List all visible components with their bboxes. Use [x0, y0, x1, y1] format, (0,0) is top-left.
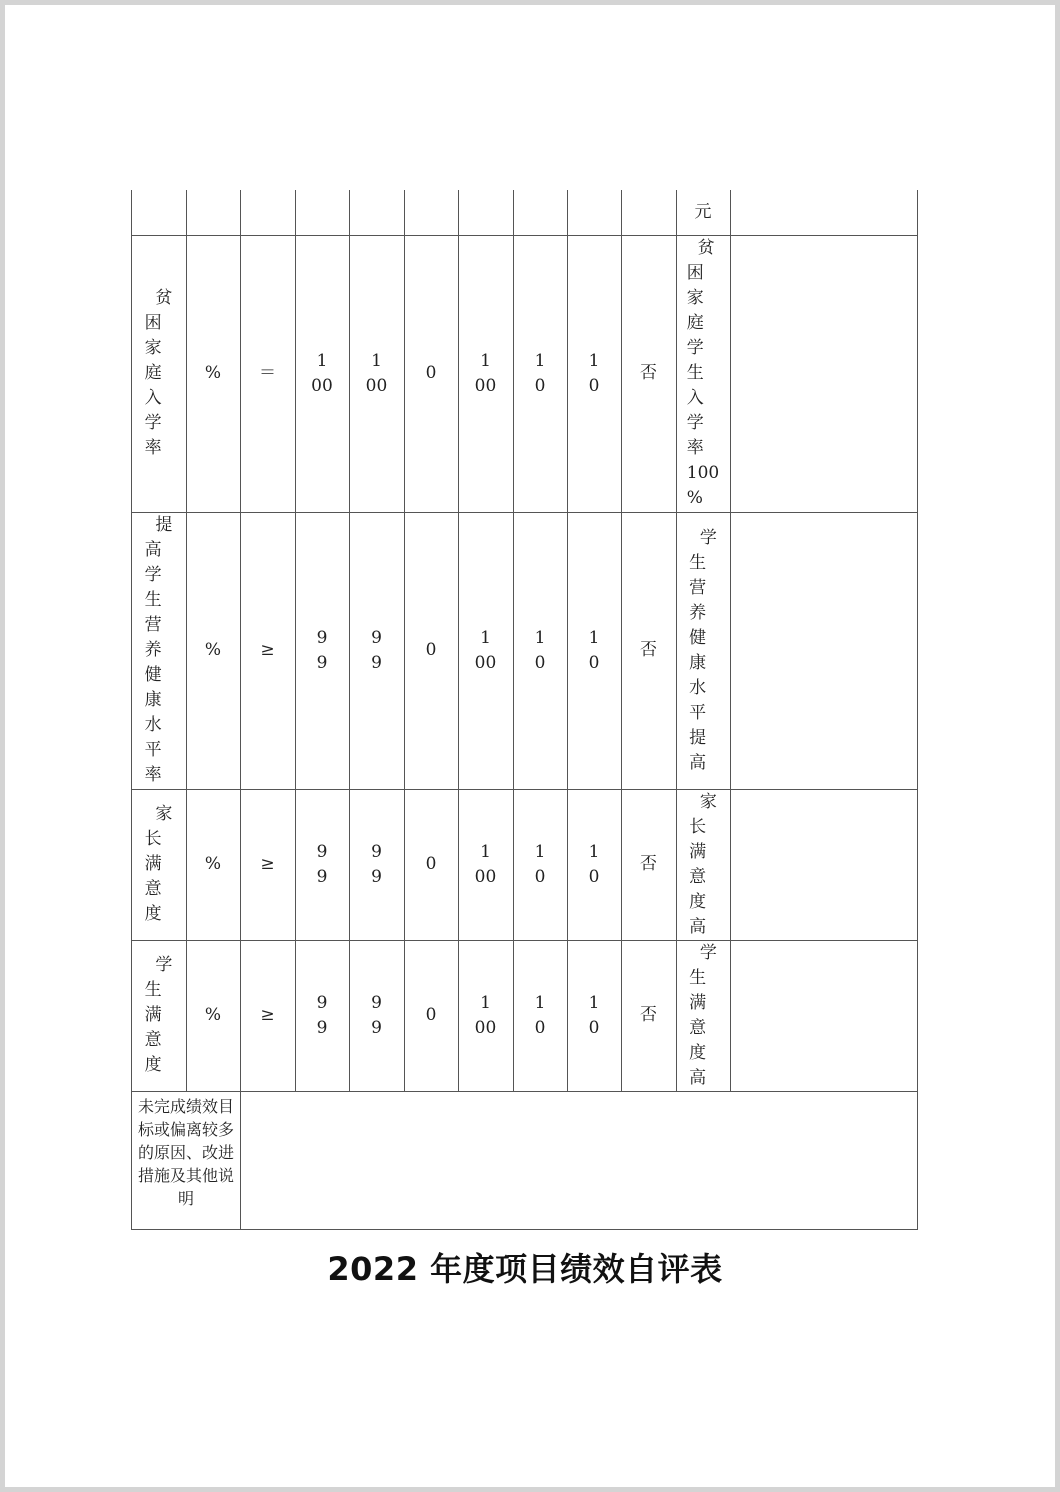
row-0-description: 元 — [694, 202, 712, 222]
row-1-description: 贫 困 家 庭 学 生 入 学 率 100 % — [686, 238, 720, 508]
row-2-weight: 1 0 — [534, 627, 546, 673]
row-2-target: 9 9 — [316, 627, 328, 673]
row-4-score: 1 0 — [588, 992, 600, 1038]
row-1-deviation: 0 — [425, 363, 437, 383]
row-2-completion: 1 00 — [474, 627, 497, 673]
row-3-operator: ≥ — [260, 854, 275, 874]
row-2-description: 学 生 营 养 健 康 水 平 提 高 — [689, 527, 717, 773]
row-3-indicator: 家 长 满 意 度 — [144, 804, 173, 924]
row-4-operator: ≥ — [260, 1005, 275, 1025]
row-3-corrective: 否 — [640, 854, 657, 874]
notes-label: 未完成绩效目标或偏离较多的原因、改进措施及其他说明 — [137, 1097, 234, 1208]
row-2-unit: % — [204, 640, 222, 660]
row-1-completion: 1 00 — [474, 350, 497, 396]
row-2-deviation: 0 — [425, 640, 437, 660]
row-1-corrective: 否 — [640, 363, 657, 383]
row-1-actual: 1 00 — [365, 350, 388, 396]
row-3-description: 家 长 满 意 度 高 — [689, 791, 717, 937]
row-2-indicator: 提 高 学 生 营 养 健 康 水 平 率 — [144, 515, 173, 785]
row-1-score: 1 0 — [588, 350, 600, 396]
row-4-unit: % — [204, 1005, 222, 1025]
row-3-completion: 1 00 — [474, 841, 497, 887]
next-table-title: 2022 年度项目绩效自评表 — [327, 1250, 723, 1288]
row-4-target: 9 9 — [316, 992, 328, 1038]
row-4-weight: 1 0 — [534, 992, 546, 1038]
row-4-indicator: 学 生 满 意 度 — [144, 955, 173, 1075]
row-2-score: 1 0 — [588, 627, 600, 673]
row-1-operator: ＝ — [259, 363, 276, 383]
row-1-weight: 1 0 — [534, 350, 546, 396]
row-3-unit: % — [204, 854, 222, 874]
row-1-indicator: 贫 困 家 庭 入 学 率 — [144, 288, 173, 458]
row-3-weight: 1 0 — [534, 841, 546, 887]
row-1-unit: % — [204, 363, 222, 383]
row-4-deviation: 0 — [425, 1005, 437, 1025]
row-1-target: 1 00 — [311, 350, 333, 396]
row-4-corrective: 否 — [640, 1005, 657, 1025]
row-4-description: 学 生 满 意 度 高 — [689, 942, 717, 1088]
row-3-deviation: 0 — [425, 854, 437, 874]
notes-value — [240, 1091, 917, 1229]
row-2-operator: ≥ — [260, 640, 275, 660]
row-4-completion: 1 00 — [474, 992, 497, 1038]
row-3-actual: 9 9 — [371, 841, 382, 887]
row-3-target: 9 9 — [316, 841, 328, 887]
row-3-score: 1 0 — [588, 841, 600, 887]
row-2-actual: 9 9 — [371, 627, 382, 673]
row-2-corrective: 否 — [640, 640, 657, 660]
row-4-actual: 9 9 — [371, 992, 382, 1038]
